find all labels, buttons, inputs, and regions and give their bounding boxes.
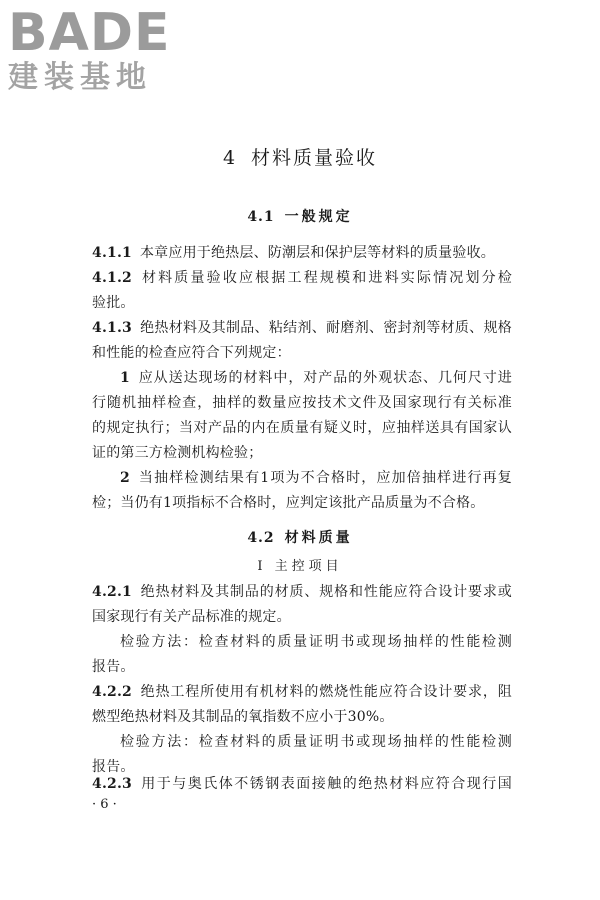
item-text: 当抽样检测结果有1项为不合格时，应加倍抽样进行再复 — [137, 470, 512, 486]
bade-logo — [8, 3, 178, 96]
clause-text: 本章应用于绝热层、防潮层和保护层等材料的质量验收。 — [139, 245, 495, 261]
chapter-title — [0, 145, 600, 171]
clause-number: 4.1.2 — [92, 270, 132, 286]
page-number: · 6 · — [92, 797, 117, 812]
method-4-2-2-line-2: 报告。 — [92, 759, 135, 775]
item-1-line-2: 行随机抽样检查，抽样的数量应按技术文件及国家现行有关标准 — [92, 395, 512, 411]
item-1-line-3: 的规定执行；当对产品的内在质量有疑义时，应抽样送具有国家认 — [92, 420, 512, 436]
item-2-line-2: 检；当仍有1项指标不合格时，应判定该批产品质量为不合格。 — [92, 495, 485, 511]
item-1-line-1 — [120, 368, 512, 388]
subheading-number: Ⅰ — [257, 559, 267, 574]
item-2-line-1 — [120, 468, 512, 488]
chapter-title-text: 材料质量验收 — [251, 147, 378, 169]
logo-wordmark: BADE — [8, 3, 171, 63]
clause-number: 4.1.3 — [92, 320, 132, 336]
clause-4-1-2-line-2: 验批。 — [92, 295, 135, 311]
clause-number: 4.2.3 — [92, 776, 132, 792]
item-number: 1 — [120, 370, 130, 386]
method-4-2-1-line-1: 检验方法：检查材料的质量证明书或现场抽样的性能检测 — [120, 634, 512, 650]
clause-number: 4.2.1 — [92, 584, 132, 600]
subheading-title: 主控项目 — [274, 559, 343, 574]
section-title-text: 一般规定 — [284, 209, 353, 225]
clause-number: 4.1.1 — [92, 245, 132, 261]
section-title-text: 材料质量 — [284, 530, 353, 546]
clause-text: 材料质量验收应根据工程规模和进料实际情况划分检 — [139, 270, 512, 286]
section-4-2-heading — [0, 528, 600, 548]
logo-subtitle: 建装基地 — [8, 60, 152, 95]
clause-text: 绝热材料及其制品的材质、规格和性能应符合设计要求或 — [139, 584, 512, 600]
clause-4-2-1-line-2: 国家现行有关产品标准的规定。 — [92, 609, 291, 625]
chapter-number: 4 — [222, 147, 238, 169]
section-number: 4.1 — [247, 209, 275, 225]
clause-number: 4.2.2 — [92, 684, 132, 700]
clause-4-1-3-line-1 — [92, 318, 512, 338]
clause-4-2-2-line-2: 燃型绝热材料及其制品的氧指数不应小于30%。 — [92, 709, 394, 725]
section-number: 4.2 — [247, 530, 275, 546]
section-4-1-heading — [0, 207, 600, 227]
method-4-2-1-line-2: 报告。 — [92, 659, 135, 675]
method-4-2-2-line-1: 检验方法：检查材料的质量证明书或现场抽样的性能检测 — [120, 734, 512, 750]
clause-4-1-1-line-1 — [92, 243, 512, 263]
clause-text: 绝热材料及其制品、粘结剂、耐磨剂、密封剂等材质、规格 — [139, 320, 512, 336]
clause-text: 绝热工程所使用有机材料的燃烧性能应符合设计要求，阻 — [139, 684, 512, 700]
clause-4-2-3-line-1 — [92, 774, 512, 794]
clause-text: 用于与奥氏体不锈钢表面接触的绝热材料应符合现行国 — [139, 776, 512, 792]
item-1-line-4: 证的第三方检测机构检验； — [92, 445, 263, 461]
clause-4-1-3-line-2: 和性能的检查应符合下列规定： — [92, 345, 291, 361]
clause-4-2-1-line-1 — [92, 582, 512, 602]
clause-4-2-2-line-1 — [92, 682, 512, 702]
item-number: 2 — [120, 470, 130, 486]
main-control-items-heading — [0, 557, 600, 577]
item-text: 应从送达现场的材料中，对产品的外观状态、几何尺寸进 — [137, 370, 512, 386]
clause-4-1-2-line-1 — [92, 268, 512, 288]
